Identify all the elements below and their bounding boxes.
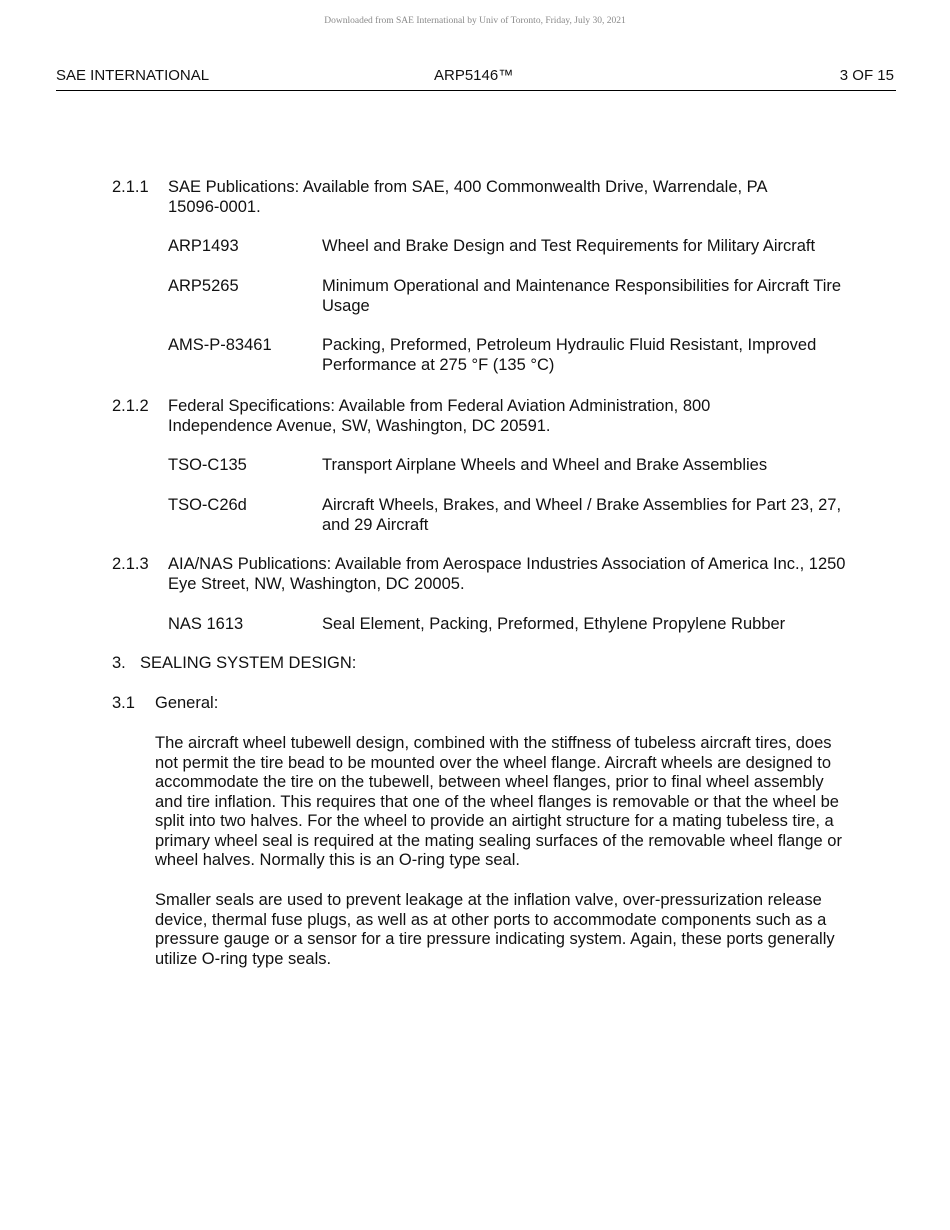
- header-document-id: ARP5146™: [434, 67, 514, 84]
- reference-description: Transport Airplane Wheels and Wheel and Brake Assemblies: [322, 456, 768, 474]
- section-title-3-1: General:: [155, 694, 219, 712]
- paragraph: The aircraft wheel tubewell design, combined with the stiffness of tubeless aircraft tires, does not permit the tire bead to be mounted over the wheel flange. Aircraft wheels are designed to accommodate the tire on the tubewell, between wheel flanges, prior to final wheel assembly and tire inflation. This requires that one of the wheel flanges is removable or that the wheel be split into two halves. For the wheel to provide an airtight structure for a mating tubeless tire, a primary wheel seal is required at the mating sealing surfaces of the removable wheel flange or wheel halves. Normally this is an O-ring type seal.: [155, 734, 842, 869]
- section-number-2-1-3: 2.1.3: [112, 555, 149, 573]
- section-number-2-1-2: 2.1.2: [112, 397, 149, 415]
- section-number-2-1-1: 2.1.1: [112, 178, 149, 196]
- reference-code: AMS-P-83461: [168, 336, 272, 354]
- reference-description: Packing, Preformed, Petroleum Hydraulic Fluid Resistant, Improved Performance at 275 °F (135 °C): [322, 336, 817, 374]
- section-number-3-1: 3.1: [112, 694, 135, 712]
- section-title-2-1-2: Federal Specifications: Available from Federal Aviation Administration, 800 Independence Avenue, SW, Washington, DC 20591.: [168, 397, 711, 435]
- reference-code: TSO-C135: [168, 456, 247, 474]
- reference-code: TSO-C26d: [168, 496, 247, 514]
- header-page-number: 3 OF 15: [839, 67, 894, 84]
- section-title-2-1-1: SAE Publications: Available from SAE, 400 Commonwealth Drive, Warrendale, PA 15096-0001.: [168, 178, 767, 216]
- download-watermark: Downloaded from SAE International by Univ of Toronto, Friday, July 30, 2021: [324, 16, 626, 26]
- reference-description: Wheel and Brake Design and Test Requirements for Military Aircraft: [322, 237, 816, 255]
- reference-description: Minimum Operational and Maintenance Responsibilities for Aircraft Tire Usage: [322, 277, 842, 315]
- reference-description: Aircraft Wheels, Brakes, and Wheel / Brake Assemblies for Part 23, 27, and 29 Aircraft: [322, 496, 842, 534]
- reference-code: NAS 1613: [168, 615, 244, 633]
- reference-description: Seal Element, Packing, Preformed, Ethylene Propylene Rubber: [322, 615, 786, 633]
- reference-code: ARP1493: [168, 237, 239, 255]
- reference-code: ARP5265: [168, 277, 239, 295]
- page-header: [56, 66, 896, 91]
- header-organization: SAE INTERNATIONAL: [56, 67, 210, 84]
- paragraph: Smaller seals are used to prevent leakage at the inflation valve, over-pressurization release device, thermal fuse plugs, as well as at other ports to accommodate components such as a pressure gauge or a sensor for a tire pressure indicating system. Again, these ports generally utilize O-ring type seals.: [155, 891, 835, 968]
- section-title-3: SEALING SYSTEM DESIGN:: [140, 654, 357, 672]
- section-number-3: 3.: [112, 654, 126, 672]
- section-title-2-1-3: AIA/NAS Publications: Available from Aerospace Industries Association of America Inc., 1250 Eye Street, NW, Washington, DC 20005.: [168, 555, 846, 593]
